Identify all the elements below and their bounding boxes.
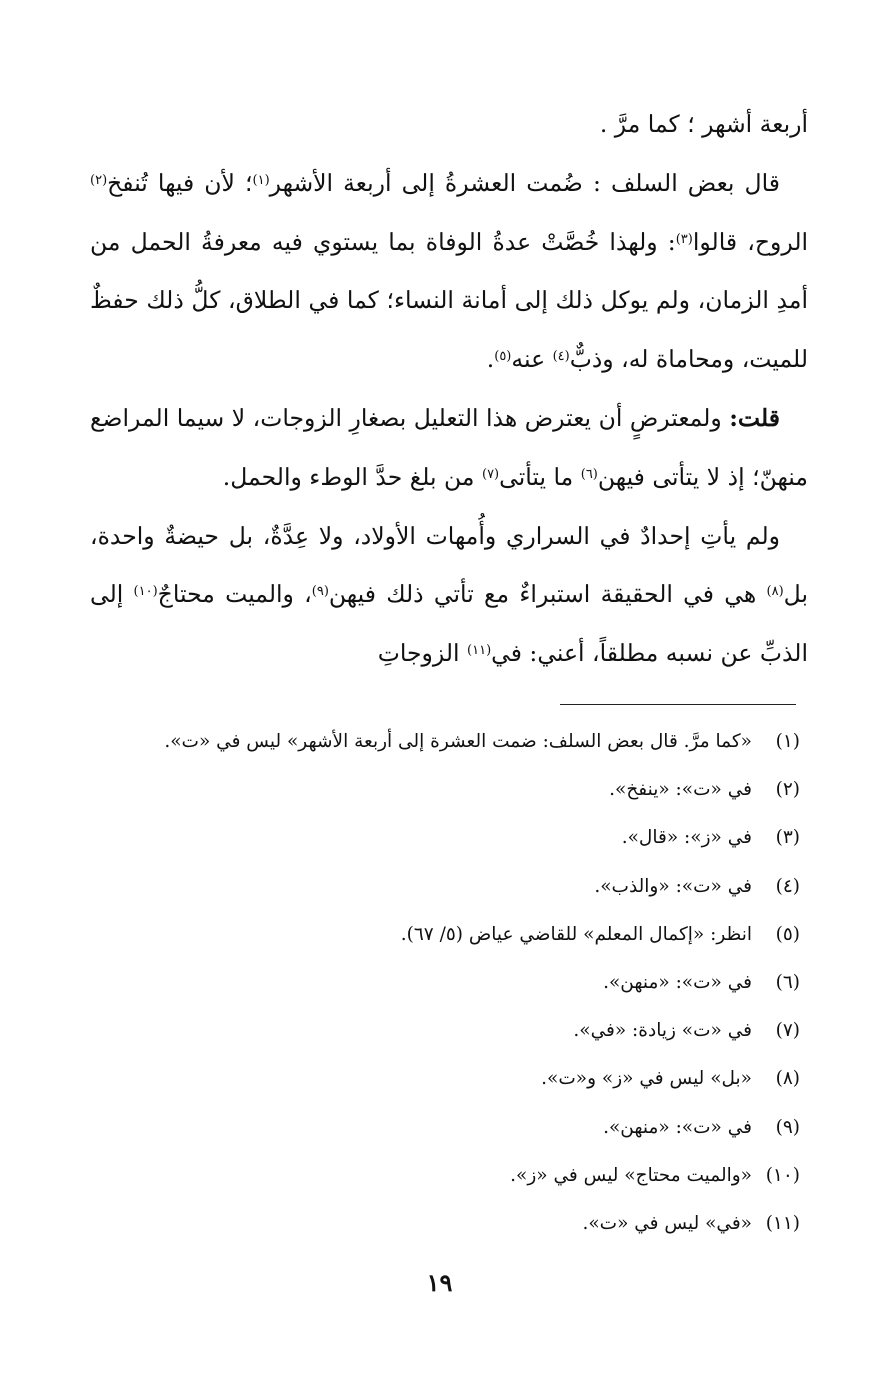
footnote-ref[interactable]: (٦) <box>580 466 598 482</box>
footnote-ref[interactable]: (٢) <box>90 172 108 188</box>
paragraph-text: الزوجاتِ <box>377 639 468 668</box>
footnote-number: (١١) <box>765 1212 800 1234</box>
footnote-text: «بل» ليس في «ز» و«ت». <box>541 1068 752 1090</box>
footnote-number: (١٠) <box>765 1164 800 1186</box>
footnote-ref[interactable]: (٣) <box>675 231 693 247</box>
footnote-text: «في» ليس في «ت». <box>582 1212 752 1234</box>
footnote-number: (٣) <box>775 827 800 849</box>
paragraph-text: ، والميت محتاجٌ <box>157 580 312 609</box>
footnotes <box>80 718 800 1248</box>
footnote-number: (٦) <box>775 971 800 993</box>
paragraph-text: إلى الذبِّ عن نسبه مطلقاً، أعني: في <box>90 580 808 668</box>
footnote-6 <box>80 959 800 1007</box>
footnote-number: (٤) <box>775 875 800 897</box>
footnote-1 <box>80 718 800 766</box>
footnote-text: في «ت» زيادة: «في». <box>573 1020 752 1042</box>
footnote-number: (١) <box>775 731 800 752</box>
paragraph-3 <box>90 389 808 507</box>
paragraph-text: . <box>486 345 495 374</box>
footnote-text: في «ت»: «منهن». <box>603 1116 752 1138</box>
paragraph-text: ولمعترضٍ أن يعترض هذا التعليل بصغارِ الزوجات، لا سيما المراضع منهنّ؛ إذ لا يتأتى فيهن <box>90 403 808 491</box>
footnote-ref[interactable]: (١١) <box>467 643 492 659</box>
paragraph-text: : ولهذا خُصَّتْ عدةُ الوفاة بما يستوي فيه معرفةُ الحمل من أمدِ الزمان، ولم يوكل ذلك إلى أمانة النساء؛ كما في الطلاق، كلُّ ذلك حفظٌ للميت، ومحاماة له، وذبٌّ <box>90 227 808 374</box>
main-text <box>90 95 808 683</box>
paragraph-text: هي في الحقيقة استبراءٌ مع تأتي ذلك فيهن <box>328 580 767 609</box>
paragraph-text: من بلغ حدَّ الوطء والحمل. <box>222 462 482 491</box>
footnote-ref[interactable]: (٥) <box>494 349 512 365</box>
footnote-text: «والميت محتاج» ليس في «ز». <box>510 1164 752 1186</box>
footnote-10 <box>80 1152 800 1200</box>
footnote-text: في «ت»: «والذب». <box>594 875 752 897</box>
footnote-text: انظر: «إكمال المعلم» للقاضي عياض (٥/ ٦٧). <box>400 923 752 945</box>
footnote-text: «كما مرَّ. قال بعض السلف: ضمت العشرة إلى أربعة الأشهر» ليس في «ت». <box>164 731 752 752</box>
footnote-number: (٥) <box>775 923 800 945</box>
footnote-text: في «ت»: «منهن». <box>603 971 752 993</box>
footnote-3 <box>80 814 800 862</box>
footnote-2 <box>80 766 800 814</box>
footnote-number: (٧) <box>775 1020 800 1042</box>
paragraph-text: ؛ لأن فيها تُنفخ <box>107 168 253 197</box>
paragraph-text: أربعة أشهر ؛ كما مرَّ . <box>599 110 808 138</box>
footnote-divider <box>560 704 796 705</box>
paragraph-text: ما يتأتى <box>499 462 581 491</box>
page-number: ١٩ <box>426 1268 453 1297</box>
footnote-ref[interactable]: (٤) <box>552 349 570 365</box>
paragraph-text: قال بعض السلف : ضُمت العشرةُ إلى أربعة الأشهر <box>269 168 781 197</box>
footnote-text: في «ز»: «قال». <box>621 827 752 849</box>
paragraph-1 <box>90 95 808 154</box>
footnote-number: (٩) <box>775 1116 800 1138</box>
footnote-8 <box>80 1055 800 1103</box>
paragraph-2 <box>90 154 808 389</box>
footnote-ref[interactable]: (١٠) <box>133 584 158 600</box>
footnote-ref[interactable]: (١) <box>252 172 270 188</box>
paragraph-lead: قلت: <box>729 403 780 432</box>
paragraph-text: الروح، قالوا <box>692 227 809 256</box>
footnote-5 <box>80 911 800 959</box>
footnote-text: في «ت»: «ينفخ». <box>609 779 752 801</box>
paragraph-text: ولم يأتِ إحدادٌ في السراري وأُمهات الأولاد، ولا عِدَّةٌ، بل حيضةٌ واحدة، بل <box>90 521 808 609</box>
paragraph-4 <box>90 507 808 683</box>
footnote-9 <box>80 1104 800 1152</box>
paragraph-text: عنه <box>511 345 553 374</box>
footnote-number: (٨) <box>775 1068 800 1090</box>
footnote-7 <box>80 1007 800 1055</box>
footnote-4 <box>80 863 800 911</box>
footnote-number: (٢) <box>775 779 800 801</box>
footnote-11 <box>80 1200 800 1248</box>
footnote-ref[interactable]: (٨) <box>766 584 784 600</box>
footnote-ref[interactable]: (٧) <box>481 466 500 482</box>
footnote-ref[interactable]: (٩) <box>311 584 329 600</box>
